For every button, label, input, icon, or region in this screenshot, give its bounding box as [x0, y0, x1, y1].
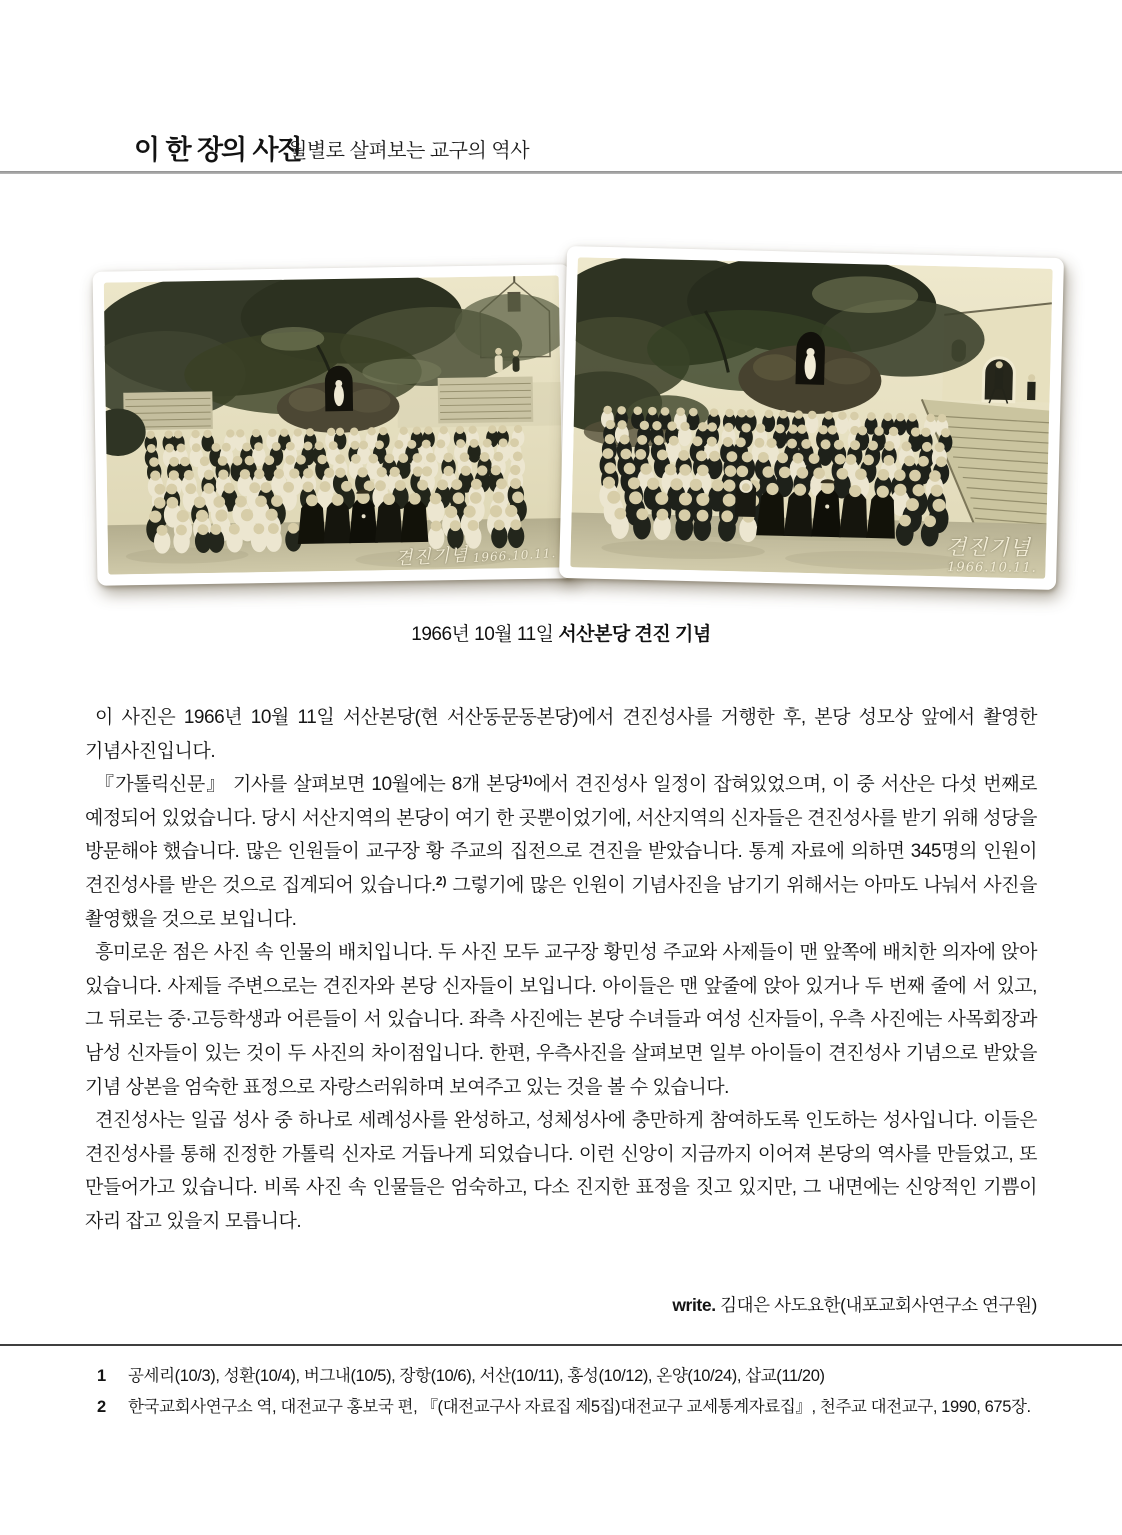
photo-caption — [0, 619, 1122, 646]
footnote-number: 2 — [97, 1398, 106, 1416]
paragraph: 견진성사는 일곱 성사 중 하나로 세례성사를 완성하고, 성체성사에 충만하게 참여하도록 인도하는 성사입니다. 이들은 견진성사를 통해 진정한 가톨릭 신자로 거듭나게 되었습니다. 이런 신앙이 지금까지 이어져 본당의 역사를 만들었고, 또 만들어가고 있습니다. 비록 사진 속 인물들은 엄숙하고, 다소 진지한 표정을 짓고 있지만, 그 내면에는 신앙적인 기쁨이 자리 잡고 있을지 모릅니다. — [85, 1110, 1037, 1232]
inscription-title: 견진기념 — [945, 535, 1031, 560]
footnote-row — [97, 1366, 1047, 1387]
byline — [85, 1292, 1037, 1317]
caption-date: 1966년 10월 11일 — [411, 624, 559, 645]
footnote-text: 한국교회사연구소 역, 대전교구 홍보국 편, 『(대전교구사 자료집 제5집)대전교구 교세통계자료집』, 천주교 대전교구, 1990, 675장. — [128, 1398, 1031, 1416]
inscription-date: 1966.10.11. — [472, 546, 557, 565]
right-photo-artwork — [570, 257, 1052, 579]
footnote-row — [97, 1397, 1047, 1418]
paragraph: 이 사진은 1966년 10월 11일 서산본당(현 서산동문동본당)에서 견진성사를 거행한 후, 본당 성모상 앞에서 촬영한 기념사진입니다. — [85, 707, 1037, 762]
inscription-title: 견진기념 — [394, 544, 470, 570]
photo-right-inscription — [945, 535, 1037, 576]
header-divider — [0, 171, 1122, 174]
paragraph: 흥미로운 점은 사진 속 인물의 배치입니다. 두 사진 모두 교구장 황민성 주교와 사제들이 맨 앞쪽에 배치한 의자에 앉아 있습니다. 사제들 주변으로는 견진자와 본당 신자들이 보입니다. 아이들은 맨 앞줄에 앉아 있거나 두 번째 줄에 서 있고, 그 뒤로는 중·고등학생과 어른들이 서 있습니다. 좌측 사진에는 본당 수녀들과 여성 신자들이, 우측 사진에는 사목회장과 남성 신자들이 있는 것이 두 사진의 차이점입니다. 한편, 우측사진을 살펴보면 일부 아이들이 견진성사 기념으로 받았을 기념 상본을 엄숙한 표정으로 자랑스러워하며 보여주고 있는 것을 볼 수 있습니다. — [85, 942, 1037, 1098]
photo-right — [559, 246, 1064, 590]
page-title: 이 한 장의 사진 — [134, 135, 301, 166]
footnote-number: 1 — [97, 1367, 106, 1385]
byline-label: write. — [672, 1295, 716, 1315]
byline-name: 김대은 사도요한(내포교회사연구소 연구원) — [715, 1295, 1037, 1315]
page-subtitle: 월별로 살펴보는 교구의 역사 — [288, 140, 530, 162]
left-photo-artwork — [104, 275, 564, 574]
footnotes — [97, 1366, 1047, 1428]
photo-left — [93, 264, 575, 585]
inscription-date: 1966.10.11. — [946, 560, 1037, 576]
paragraph: 『가톨릭신문』 기사를 살펴보면 10월에는 8개 본당$^{1)}$에서 견진성사 일정이 잡혀있었으며, 이 중 서산은 다섯 번째로 예정되어 있었습니다. 당시 서산지역의 본당이 여기 한 곳뿐이었기에, 서산지역의 신자들은 견진성사를 받기 위해 성당을 방문해야 했습니다. 많은 인원들이 교구장 황 주교의 집전으로 견진을 받았습니다. 통계 자료에 의하면 345명의 인원이 견진성사를 받은 것으로 집계되어 있습니다.$^{2)}$ 그렇기에 많은 인원이 기념사진을 남기기 위해서는 아마도 나눠서 사진을 촬영했을 것으로 보입니다. — [85, 773, 1038, 930]
footnote-divider — [0, 1344, 1122, 1346]
caption-emphasis: 서산본당 견진 기념 — [558, 624, 711, 645]
article-body — [85, 701, 1037, 1239]
footnote-text: 공세리(10/3), 성환(10/4), 버그내(10/5), 장항(10/6), 서산(10/11), 홍성(10/12), 온양(10/24), 삽교(11/20) — [128, 1367, 825, 1385]
